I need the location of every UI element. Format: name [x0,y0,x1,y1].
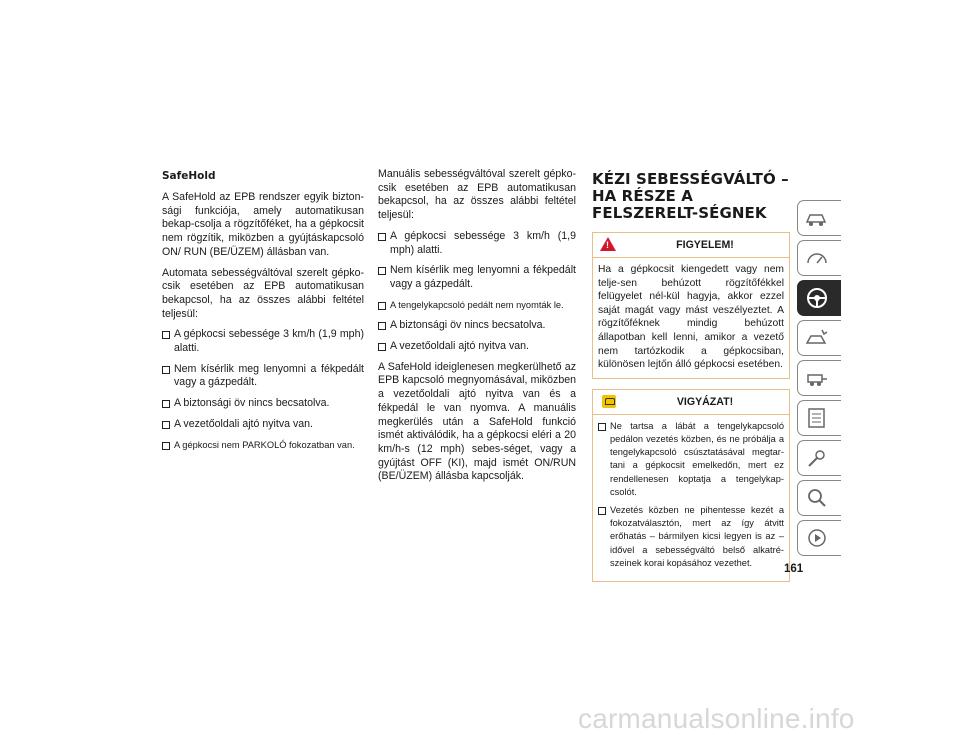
caution-header [593,390,789,415]
tab-tow-car[interactable] [797,360,841,396]
list-item: A biztonsági öv nincs becsatolva. [378,319,576,333]
checkbox-bullet-icon [162,442,170,450]
paragraph: Automata sebességváltóval szerelt gépko-csik esetében az EPB automatikusan bekapcsol, ha az összes alábbi feltétel teljesül: [162,266,364,320]
checkbox-bullet-icon [378,322,386,330]
paragraph: Manuális sebességváltóval szerelt gépko-csik esetében az EPB automatikusan bekapcsol, ha az összes alábbi feltétel teljesül: [378,168,576,222]
list-item: A biztonsági öv nincs becsatolva. [162,397,364,411]
warning-header [593,233,789,258]
caution-list [598,420,784,570]
warning-body [593,258,789,378]
car-crash-icon [804,326,830,350]
wrench-icon [804,446,830,470]
checkbox-bullet-icon [378,302,386,310]
tow-car-icon [804,366,830,390]
tab-maintenance-list[interactable] [797,400,841,436]
left-column [162,168,364,459]
tab-search[interactable] [797,480,841,516]
tab-car-crash[interactable] [797,320,841,356]
tab-multimedia[interactable] [797,520,841,556]
paragraph: A SafeHold az EPB rendszer egyik bizton-sági funkciója, amely automatikusan bekap-csolja a rögzítőféket, ha a gépkocsit nem rögzítik, miközben a gyújtáskapcsoló ON/ RUN (BE/ÜZEM) állásban van. [162,191,364,258]
checkbox-bullet-icon [162,421,170,429]
checkbox-bullet-icon [162,366,170,374]
tab-wrench[interactable] [797,440,841,476]
condition-list [378,230,576,354]
search-icon [804,486,830,510]
warning-title: FIGYELEM! [676,239,734,251]
multimedia-icon [804,526,830,550]
list-item: Ne tartsa a lábát a tengelykapcsoló pedálon vezetés közben, és ne próbálja a tengelykapcsoló csúsztatásával megtar-tani a gépkocsit emelkedőn, mert ez rendellenesen koptatja a tengelykap-csolót. [598,420,784,499]
list-item: Nem kísérlik meg lenyomni a fékpedált vagy a gázpedált. [162,363,364,390]
car-info-icon [804,206,830,230]
tab-steering-wheel[interactable] [797,280,841,316]
section-heading-manual-transmission: KÉZI SEBESSÉGVÁLTÓ – HA RÉSZE A FELSZERELT-SÉGNEK [592,170,789,222]
warning-box [592,232,790,379]
warning-text: Ha a gépkocsit kiengedett vagy nem telje-sen behúzott rögzítőfékkel felügyelet nél-kül hagyja, akkor ezzel saját magát vagy mást veszélyeztet. A rögzítőféknek mindig behúzott állapotban kell lenni, amikor a vezető nem tartózkodik a gépkocsiban, különösen lejtőn álló gépkocsi esetében. [598,264,784,371]
caution-title: VIGYÁZAT! [676,395,734,408]
list-item: Nem kísérlik meg lenyomni a fékpedált vagy a gázpedált. [378,264,576,291]
right-column [592,168,790,592]
condition-list [162,328,364,452]
watermark: carmanualsonline.info [578,703,855,734]
list-item: A vezetőoldali ajtó nyitva van. [162,418,364,432]
maintenance-list-icon [804,406,830,430]
list-item: A vezetőoldali ajtó nyitva van. [378,340,576,354]
list-item: A tengelykapcsoló pedált nem nyomták le. [378,299,576,313]
checkbox-bullet-icon [162,400,170,408]
chapter-tabs [797,200,841,560]
steering-wheel-icon [804,286,830,310]
caution-body [593,415,789,581]
checkbox-bullet-icon [378,343,386,351]
list-item: A gépkocsi nem PARKOLÓ fokozatban van. [162,439,364,453]
checkbox-bullet-icon [598,423,606,431]
tab-car-info[interactable] [797,200,841,236]
checkbox-bullet-icon [378,233,386,241]
dashboard-icon [804,246,830,270]
page-number: 161 [784,563,804,575]
list-item: A gépkocsi sebessége 3 km/h (1,9 mph) alatti. [162,328,364,355]
checkbox-bullet-icon [378,267,386,275]
section-heading-safehold: SafeHold [162,170,216,182]
middle-column [378,168,576,491]
warning-triangle-icon: ! [600,237,616,251]
caution-box [592,389,790,582]
checkbox-bullet-icon [162,331,170,339]
checkbox-bullet-icon [598,507,606,515]
tab-dashboard[interactable] [797,240,841,276]
list-item: Vezetés közben ne pihentesse kezét a fokozatválasztón, mert az így átvitt erőhatás – bármilyen kicsi legyen is az – idővel a sebességváltó belső alkatré-szeinek korai kopásához vezethet. [598,504,784,570]
list-item: A gépkocsi sebessége 3 km/h (1,9 mph) alatti. [378,230,576,257]
paragraph: A SafeHold ideiglenesen megkerülhető az EPB kapcsoló megnyomásával, miközben a vezetőoldali ajtó nyitva van és a fékpedál le van nyomva. A manuális megkerülés után a SafeHold funkció ismét aktiválódik, ha a gépkocsi eléri a 20 km/h-s (12 mph) sebes-séget, vagy a gyújtást OFF (KI), majd ismét ON/RUN (BE/ÜZEM) állásba kapcsolják. [378,360,576,483]
